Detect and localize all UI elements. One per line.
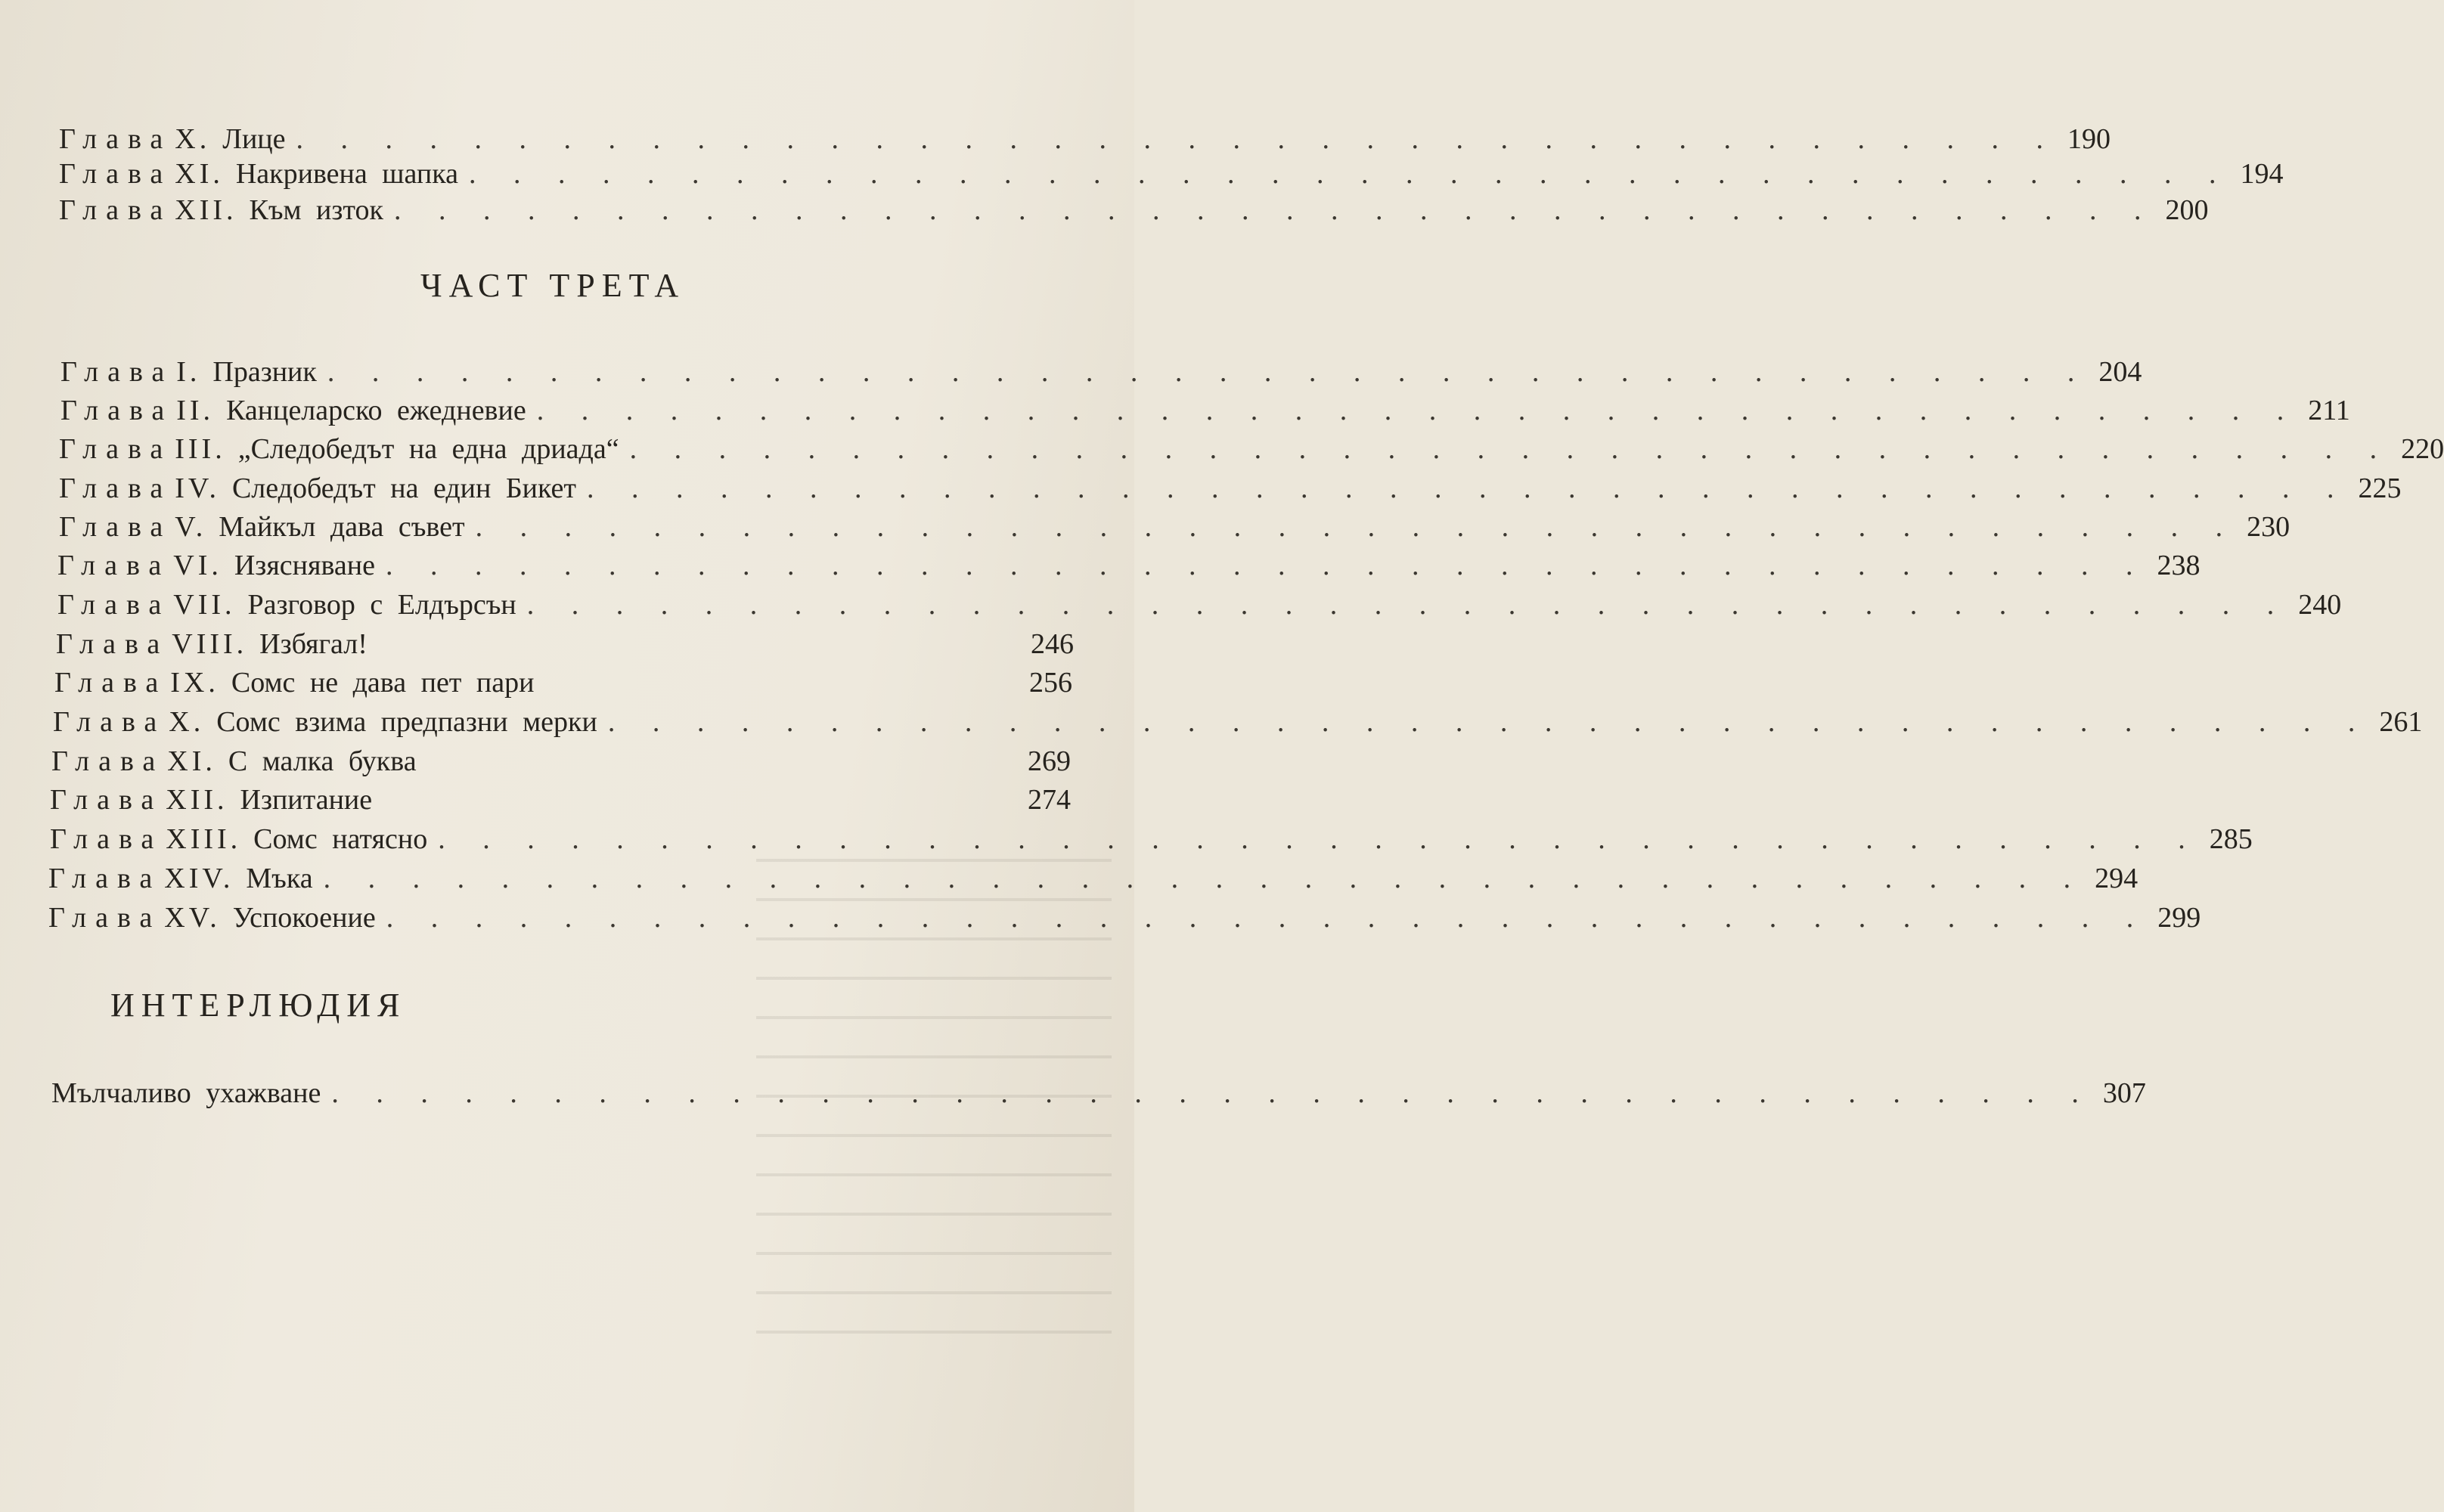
- entry-number: XII.: [175, 194, 237, 226]
- entry-number: IV.: [175, 472, 220, 504]
- entry-label: Глава: [57, 589, 171, 621]
- entry-title: Лице: [222, 123, 286, 155]
- entry-page: 194: [2240, 158, 2284, 190]
- entry-title: Сомс натясно: [253, 823, 428, 855]
- toc-entry: [48, 901, 2201, 934]
- dot-leader: . . . . . . . . . . . . . . . . . . . . . . . . . . . . . . . . . . . . . . . .: [607, 706, 2371, 738]
- entry-page: 225: [2358, 472, 2402, 504]
- dot-leader: . . . . . . . . . . . . . . . . . . . . . . . . . . . . . . . . . . . . . . . .: [536, 395, 2300, 426]
- toc-entry: [54, 666, 1072, 699]
- entry-title: Сомс не дава пет пари: [231, 667, 535, 699]
- toc-entry: [50, 823, 2253, 856]
- entry-label: Глава: [59, 511, 172, 543]
- entry-number: X.: [169, 706, 205, 738]
- entry-label: Глава: [59, 433, 172, 465]
- toc-entry: [59, 472, 2402, 505]
- toc-entry: [53, 705, 2423, 739]
- dot-leader: . . . . . . . . . . . . . . . . . . . . . . . . . . . . . . . . . . . . . . . .: [296, 123, 2059, 155]
- entry-label: Глава: [48, 863, 162, 894]
- dot-leader: . . . . . . . . . . . . . . . . . . . . . . . . . . . . . . . . . . . . . . . .: [468, 158, 2232, 190]
- dot-leader: . . . . . . . . . . . . . . . . . . . . . . . . . . . . . . . . . . . . . . . .: [385, 550, 2148, 581]
- toc-entry: [51, 1077, 2146, 1110]
- part-three-heading: ЧАСТ ТРЕТА: [420, 267, 686, 304]
- toc-entry: [59, 194, 2209, 227]
- entry-page: 285: [2209, 823, 2253, 855]
- entry-page: 294: [2095, 863, 2138, 894]
- dot-leader: . . . . . . . . . . . . . . . . . . . . . . . . . . . . . . . . . . . . . . . .: [327, 356, 2090, 388]
- entry-number: VI.: [173, 550, 222, 581]
- toc-entry: [57, 549, 2201, 582]
- entry-title: Разговор с Елдърсън: [247, 589, 516, 621]
- entry-title: Успокоение: [232, 902, 376, 934]
- dot-leader: . . . . . . . . . . . . . . . . . . . . . . . . . . . . . . . . . . . . . . . .: [475, 511, 2238, 543]
- entry-number: XI.: [175, 158, 224, 190]
- entry-label: Глава: [59, 194, 172, 226]
- dot-leader: . . . . . . . . . . . . . . . . . . . . . . . . . . . . . . . . . . . . . . . .: [586, 472, 2349, 504]
- entry-label: Глава: [51, 745, 165, 777]
- entry-title: Празник: [212, 356, 317, 388]
- entry-title: С малка буква: [228, 745, 417, 777]
- entry-number: I.: [176, 356, 201, 388]
- dot-leader: . . . . . . . . . . . . . . . . . . . . . . . . . . . . . . . . . . . . . . . .: [438, 823, 2201, 855]
- entry-title: Изясняване: [234, 550, 375, 581]
- dot-leader: . . . . . . . . . . . . . . . . . . . . . . . . . . . . . . . . . . . . . . . .: [629, 433, 2393, 465]
- entry-page: 299: [2157, 902, 2201, 934]
- toc-entry: [59, 510, 2290, 544]
- entry-label: Глава: [60, 356, 174, 388]
- entry-label: Глава: [59, 123, 172, 155]
- entry-title: Мълчаливо ухажване: [51, 1077, 321, 1109]
- entry-title: Мъка: [246, 863, 313, 894]
- toc-entry: [51, 745, 1071, 778]
- dot-leader: . . . . . . . . . . . . . . . . . . . . . . . . . . . . . . . . . . . . . . . .: [386, 902, 2149, 934]
- entry-page: 246: [1031, 628, 1074, 660]
- toc-entry: [56, 627, 1074, 661]
- dot-leader: . . . . . . . . . . . . . . . . . . . . . . . . . . . . . . . . . . . . . . . .: [331, 1077, 2094, 1109]
- entry-page: 274: [1028, 784, 1071, 816]
- entry-page: 204: [2098, 356, 2142, 388]
- dot-leader: . . . . . . . . . . . . . . . . . . . . . . . . . . . . . . . . . . . . . . . .: [526, 589, 2290, 621]
- entry-page: 261: [2379, 706, 2423, 738]
- entry-number: XIII.: [166, 823, 242, 855]
- entry-number: II.: [176, 395, 215, 426]
- toc-entry: [59, 432, 2444, 466]
- entry-number: X.: [175, 123, 211, 155]
- entry-title: Сомс взима предпазни мерки: [216, 706, 597, 738]
- entry-label: Глава: [53, 706, 166, 738]
- entry-title: Избягал!: [259, 628, 368, 660]
- entry-page: 200: [2165, 194, 2209, 226]
- entry-title: Канцеларско ежедневие: [226, 395, 526, 426]
- entry-page: 220: [2401, 433, 2444, 465]
- entry-page: 307: [2102, 1077, 2146, 1109]
- entry-number: XV.: [164, 902, 221, 934]
- entry-title: Изпитание: [240, 784, 373, 816]
- entry-label: Глава: [59, 158, 172, 190]
- entry-title: Следобедът на един Бикет: [231, 472, 576, 504]
- entry-title: Към изток: [249, 194, 383, 226]
- entry-label: Глава: [50, 823, 163, 855]
- entry-title: Майкъл дава съвет: [219, 511, 465, 543]
- entry-number: XII.: [166, 784, 228, 816]
- entry-page: 190: [2067, 123, 2111, 155]
- dot-leader: . . . . . . . . . . . . . . . . . . . . . . . . . . . . . . . . . . . . . . . .: [393, 194, 2157, 226]
- interlude-heading: ИНТЕРЛЮДИЯ: [110, 987, 407, 1024]
- entry-page: 256: [1029, 667, 1072, 699]
- entry-number: VIII.: [172, 628, 248, 660]
- entry-page: 238: [2157, 550, 2201, 581]
- toc-entry: [50, 783, 1071, 816]
- entry-number: III.: [175, 433, 226, 465]
- toc-entry: [57, 588, 2342, 621]
- entry-label: Глава: [54, 667, 168, 699]
- entry-label: Глава: [59, 472, 172, 504]
- entry-number: IX.: [170, 667, 219, 699]
- dot-leader: . . . . . . . . . . . . . . . . . . . . . . . . . . . . . . . . . . . . . . . .: [323, 863, 2086, 894]
- toc-entry: [59, 157, 2284, 191]
- toc-entry: [59, 122, 2111, 156]
- entry-number: VII.: [173, 589, 236, 621]
- entry-number: XIV.: [164, 863, 234, 894]
- entry-number: XI.: [167, 745, 216, 777]
- entry-page: 240: [2298, 589, 2342, 621]
- toc-entry: [48, 862, 2138, 895]
- entry-label: Глава: [60, 395, 174, 426]
- entry-page: 230: [2247, 511, 2290, 543]
- entry-number: V.: [175, 511, 207, 543]
- entry-label: Глава: [50, 784, 163, 816]
- entry-title: Накривена шапка: [235, 158, 458, 190]
- entry-page: 269: [1028, 745, 1071, 777]
- entry-label: Глава: [56, 628, 169, 660]
- entry-label: Глава: [57, 550, 171, 581]
- entry-title: „Следобедът на една дриада“: [237, 433, 619, 465]
- entry-label: Глава: [48, 902, 162, 934]
- toc-entry: [60, 394, 2350, 427]
- toc-entry: [60, 355, 2142, 389]
- entry-page: 211: [2308, 395, 2350, 426]
